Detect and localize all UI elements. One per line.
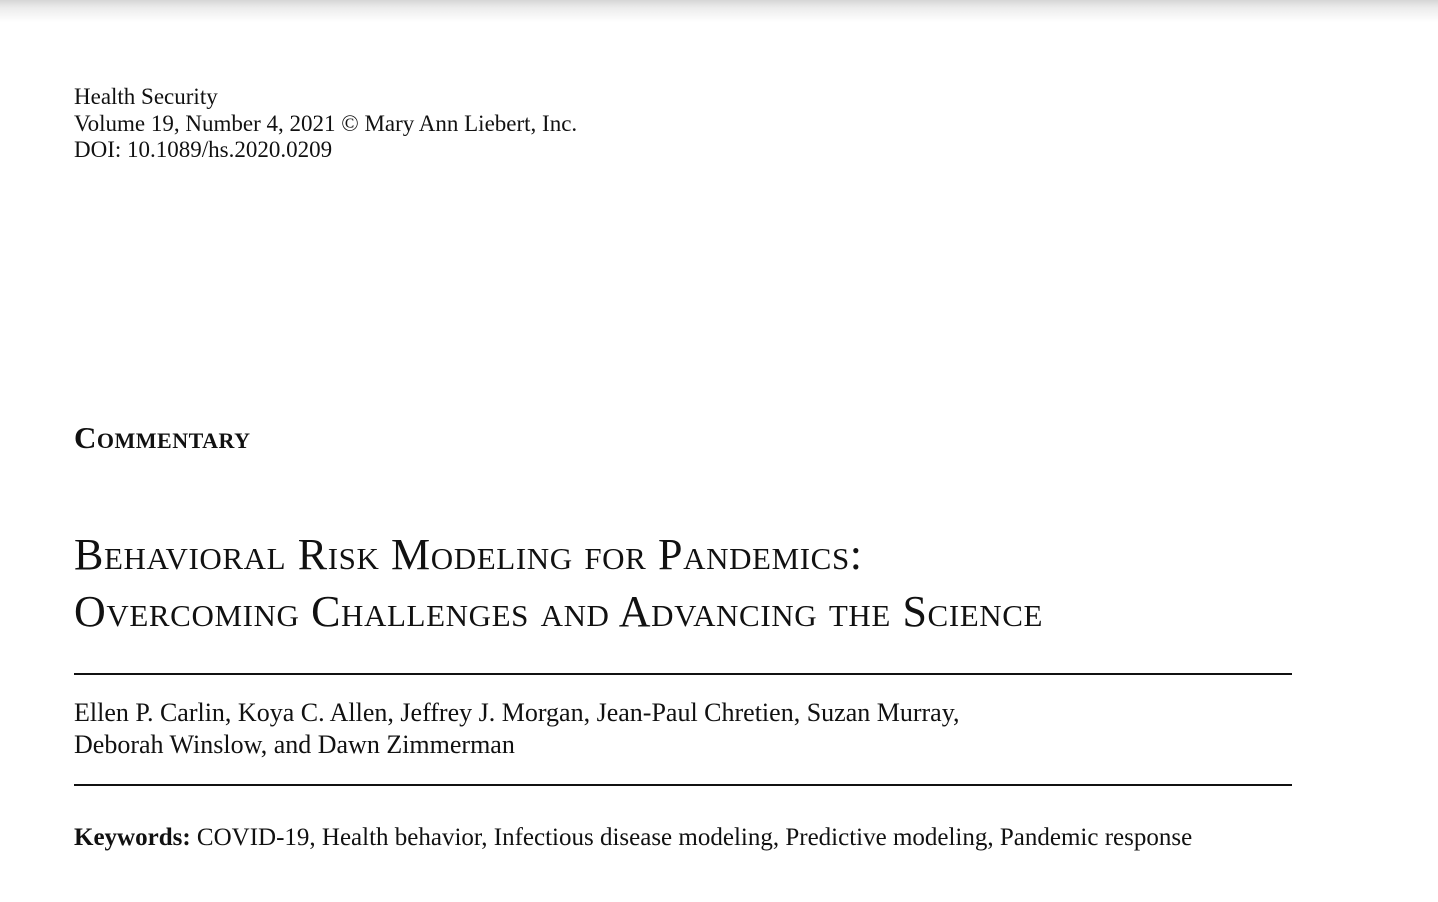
divider-bottom [74, 784, 1292, 786]
keywords [74, 824, 1192, 852]
authors-line-1: Ellen P. Carlin, Koya C. Allen, Jeffrey J. Morgan, Jean-Paul Chretien, Suzan Murray, [74, 698, 960, 727]
title-line-1: Behavioral Risk Modeling for Pandemics: [74, 530, 863, 579]
journal-doi: DOI: 10.1089/hs.2020.0209 [74, 137, 333, 162]
viewer-top-shadow [0, 0, 1438, 22]
keywords-label: Keywords: [74, 824, 191, 851]
article-title [74, 526, 1043, 640]
journal-name: Health Security [74, 84, 218, 109]
author-list [74, 697, 960, 761]
keywords-text: COVID-19, Health behavior, Infectious disease modeling, Predictive modeling, Pandemic response [196, 824, 1193, 851]
section-label: Commentary [74, 420, 251, 455]
divider-top [74, 673, 1292, 675]
authors-line-2: Deborah Winslow, and Dawn Zimmerman [74, 730, 515, 759]
title-line-2: Overcoming Challenges and Advancing the Science [74, 587, 1044, 636]
journal-volume: Volume 19, Number 4, 2021 © Mary Ann Liebert, Inc. [74, 110, 578, 136]
journal-info [74, 84, 577, 164]
